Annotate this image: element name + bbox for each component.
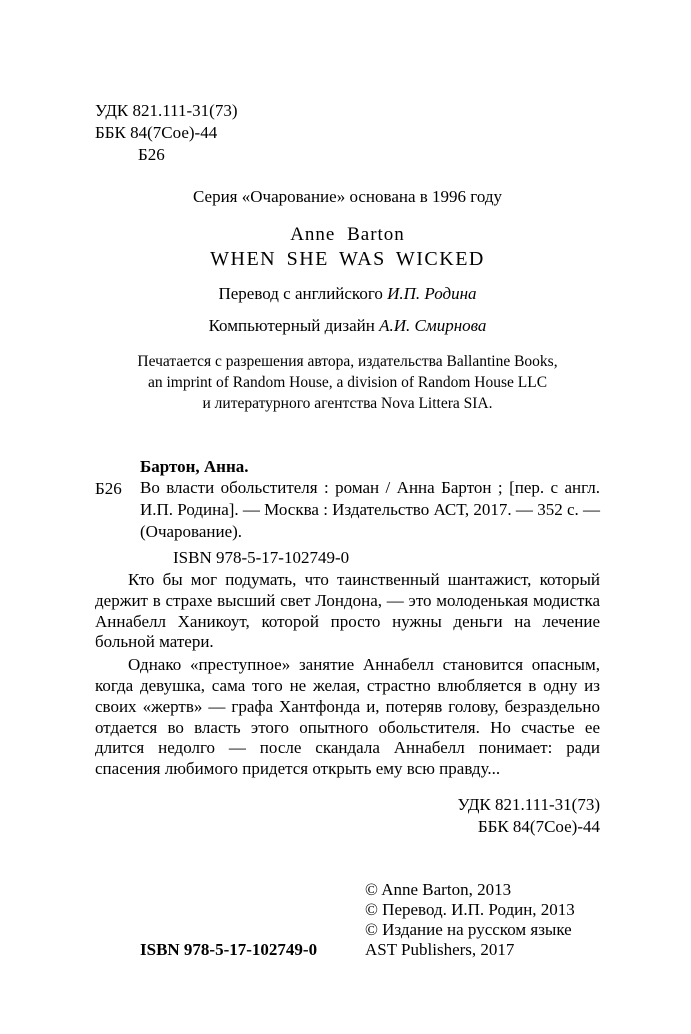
- designer-name: А.И. Смирнова: [379, 316, 487, 335]
- permission-line-2: an imprint of Random House, a division of Random House LLC: [147, 374, 548, 391]
- translation-prefix: Перевод с английского: [218, 284, 388, 303]
- annotation-paragraph-2: Однако «преступное» занятие Аннабелл становится опасным, когда девушка, сама того не желая, страстно влюбляется в одну из своих «жертв» — графа Хантфонда и, потеряв голову, безраздельно отдается во власть этого опытного обольстителя. Но счастье ее длится недолго — после скандала Аннабелл понимает: ради спасения любимого придется открыть ему всю правду...: [95, 655, 600, 779]
- catalog-entry: [95, 456, 600, 568]
- copyright-line-1: © Anne Barton, 2013: [365, 879, 512, 899]
- catalog-author: Бартон, Анна.: [140, 457, 249, 476]
- copyright-line-2: © Перевод. И.П. Родин, 2013: [365, 899, 575, 919]
- original-title: WHEN SHE WAS WICKED: [210, 248, 485, 270]
- catalog-code-top: Б26: [138, 145, 165, 164]
- bbk-code-top: ББК 84(7Сое)-44: [95, 123, 218, 142]
- annotation-paragraph-1: Кто бы мог подумать, что таинственный шантажист, который держит в страхе высший свет Лондона, — это молоденькая модистка Аннабелл Ханикоут, которой просто нужны деньги на лечение больной матери.: [95, 570, 600, 652]
- bbk-code-bottom: ББК 84(7Сое)-44: [477, 816, 600, 836]
- translation-credit: [95, 283, 600, 304]
- catalog-description: Во власти обольстителя : роман / Анна Бартон ; [пер. с англ. И.П. Родина]. — Москва : Издательство АСТ, 2017. — 352 с. — (Очарование).: [140, 478, 600, 541]
- bibliographic-codes-top: [95, 100, 600, 166]
- udk-code-top: УДК 821.111-31(73): [95, 101, 238, 120]
- copyright-block: [365, 880, 600, 960]
- design-credit: [95, 315, 600, 336]
- original-author: Anne Barton: [290, 224, 405, 245]
- design-prefix: Компьютерный дизайн: [208, 316, 380, 335]
- permission-line-3: и литературного агентства Nova Littera SIA.: [202, 395, 493, 412]
- permission-line-1: Печатается с разрешения автора, издательства Ballantine Books,: [137, 353, 558, 370]
- bibliographic-codes-bottom: [95, 794, 600, 838]
- permission-statement: [95, 351, 600, 414]
- imprint-footer: [95, 880, 600, 960]
- udk-code-bottom: УДК 821.111-31(73): [457, 794, 600, 814]
- series-statement: Серия «Очарование» основана в 1996 году: [192, 187, 502, 206]
- catalog-isbn: ISBN 978-5-17-102749-0: [173, 548, 350, 567]
- copyright-line-3: © Издание на русском языке: [365, 919, 572, 939]
- catalog-code-margin: Б26: [95, 479, 122, 498]
- translator-name: И.П. Родина: [387, 284, 477, 303]
- copyright-line-4: AST Publishers, 2017: [365, 939, 515, 959]
- isbn-bottom: ISBN 978-5-17-102749-0: [140, 939, 318, 959]
